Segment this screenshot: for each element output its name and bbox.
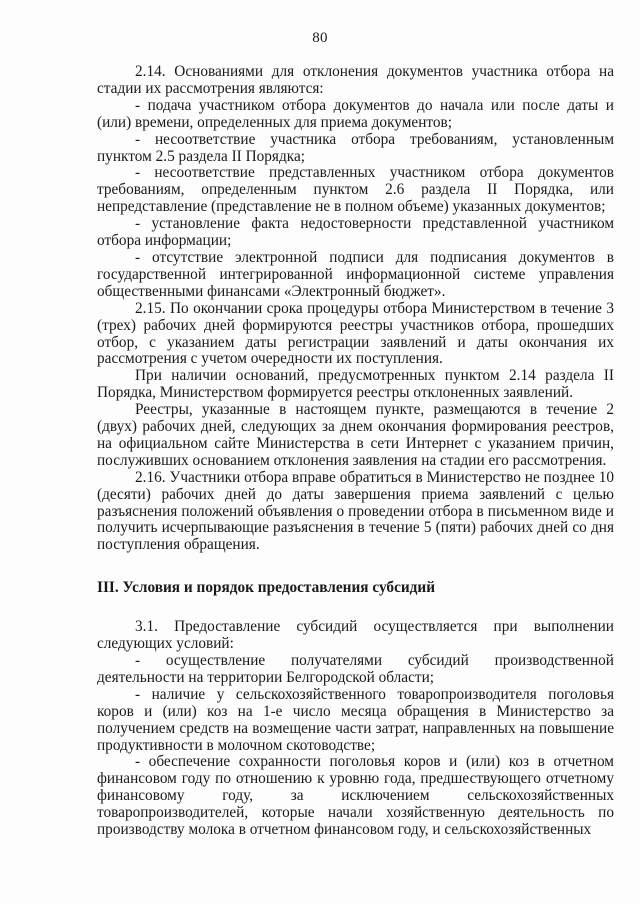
paragraph-2-16: 2.16. Участники отбора вправе обратиться в Министерство не позднее 10 (десяти) рабочих дней до даты завершения приема заявлений с целью разъяснения положений объявления о проведении отбора в письменном виде и получить исчерпывающие разъяснения в течение 5 (пяти) рабочих дней со дня поступления обращения. [97, 468, 614, 554]
list-item-2-14-1: - подача участником отбора документов до начала или после даты и (или) времени, определенных для приема документов; [97, 96, 614, 131]
list-item-3-1-1: - осуществление получателями субсидий производственной деятельности на территории Белгородской области; [97, 652, 614, 686]
list-item-3-1-2: - наличие у сельскохозяйственного товаропроизводителя поголовья коров и (или) коз на 1-е число месяца обращения в Министерство за получением средств на возмещение части затрат, направленных на повышение продуктивности в молочном скотоводстве; [97, 685, 614, 754]
paragraph-2-14-intro: 2.14. Основаниями для отклонения документов участника отбора на стадии их рассмотрения являются: [97, 63, 614, 97]
paragraph-2-15-b: При наличии оснований, предусмотренных пунктом 2.14 раздела II Порядка, Министерством формируется реестры отклоненных заявлений. [97, 367, 614, 402]
paragraph-3-1-intro: 3.1. Предоставление субсидий осуществляется при выполнении следующих условий: [97, 618, 614, 653]
document-body [97, 64, 614, 839]
list-item-2-14-3: - несоответствие представленных участником отбора документов требованиям, определенным пунктом 2.6 раздела II Порядка, или непредставление (представление не в полном объеме) указанных документов; [97, 164, 614, 216]
list-item-2-14-5: - отсутствие электронной подписи для подписания документов в государственной интегрированной информационной системе управления общественными финансами «Электронный бюджет». [97, 248, 614, 300]
paragraph-2-15: 2.15. По окончании срока процедуры отбора Министерством в течение 3 (трех) рабочих дней формируются реестры участников отбора, прошедших отбор, с указанием даты регистрации заявлений и даты окончания их рассмотрения с учетом очередности их поступления. [97, 299, 614, 368]
list-item-3-1-3: - обеспечение сохранности поголовья коров и (или) коз в отчетном финансовом году по отношению к уровню года, предшествующего отчетному финансовому году, за исключением сельскохозяйственных товаропроизводителей, которые начали хозяйственную деятельность по производству молока в отчетном финансовом году, и сельскохозяйственных [97, 753, 614, 839]
list-item-2-14-4: - установление факта недостоверности представленной участником отбора информации; [97, 215, 614, 250]
paragraph-2-15-c: Реестры, указанные в настоящем пункте, размещаются в течение 2 (двух) рабочих дней, следующих за днем окончания формирования реестров, на официальном сайте Министерства в сети Интернет с указанием причин, послуживших основанием отклонения заявления на стадии его рассмотрения. [97, 401, 614, 469]
page-number: 80 [312, 30, 328, 46]
section-3-title: III. Условия и порядок предоставления субсидий [97, 579, 436, 597]
list-item-2-14-2: - несоответствие участника отбора требованиям, установленным пунктом 2.5 раздела II Порядка; [97, 130, 614, 165]
